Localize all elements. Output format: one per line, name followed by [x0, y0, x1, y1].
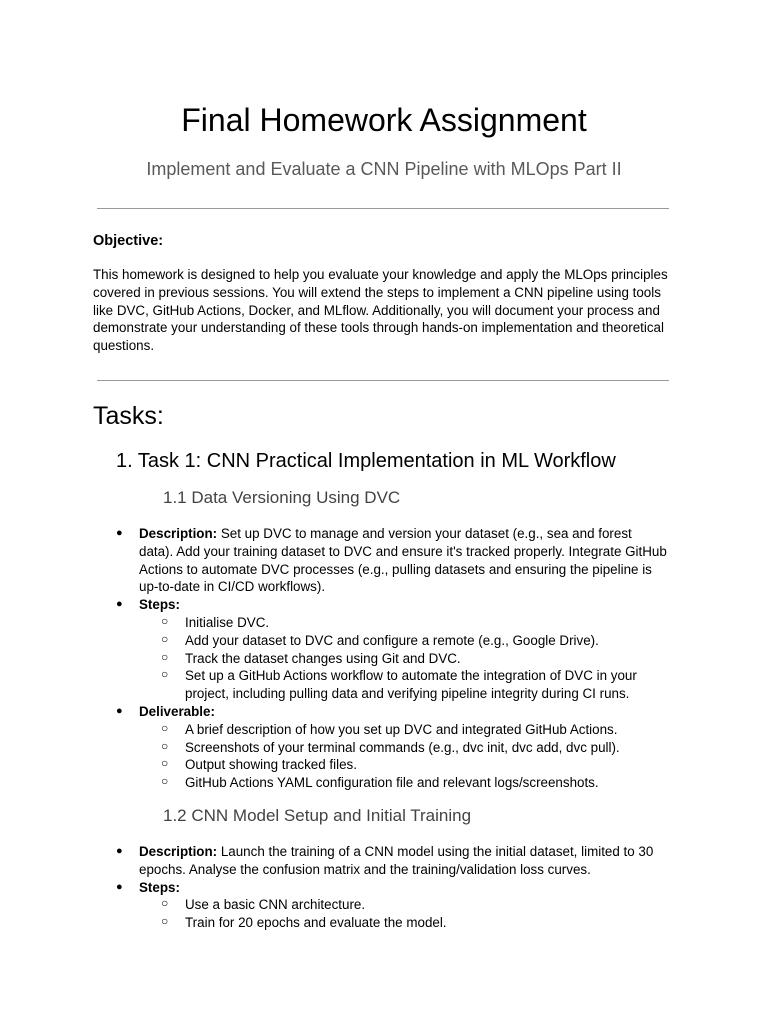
deliverable-item: [0, 774, 675, 792]
step-item: [0, 667, 675, 703]
step-item: [0, 632, 675, 650]
document-subtitle: Implement and Evaluate a CNN Pipeline with MLOps Part II: [146, 159, 622, 179]
tasks-heading: Tasks:: [93, 402, 164, 430]
description-text: Launch the training of a CNN model using the initial dataset, limited to 30 epochs. Analyse the confusion matrix and the training/validation loss curves.: [139, 844, 654, 877]
steps-label: Steps:: [139, 879, 180, 895]
step-text: Track the dataset changes using Git and DVC.: [185, 650, 461, 666]
section-1-1-list: [0, 525, 768, 792]
horizontal-rule-top: [97, 208, 669, 209]
bullet-icon: ●: [116, 704, 123, 717]
deliverable-label: Deliverable:: [139, 703, 215, 719]
sub-bullet-icon: ○: [161, 896, 169, 911]
sub-bullet-icon: ○: [161, 613, 169, 628]
objective-body: This homework is designed to help you evaluate your knowledge and apply the MLOps principles covered in previous sessions. You will extend the steps to implement a CNN pipeline using tools like DVC, GitHub Actions, Docker, and MLflow. Additionally, you will document your process and demonstrate your understanding of these tools through hands-on implementation and theoretical questions.: [93, 267, 668, 354]
step-text: Initialise DVC.: [185, 614, 270, 630]
description-text: Set up DVC to manage and version your dataset (e.g., sea and forest data). Add your training dataset to DVC and ensure it's tracked properly. Integrate GitHub Actions to automate DVC processes (e.g., pulling datasets and ensuring the pipeline is up-to-date in CI/CD workflows).: [139, 526, 667, 595]
step-text: Set up a GitHub Actions workflow to automate the integration of DVC in your project, including pulling data and verifying pipeline integrity during CI runs.: [185, 668, 637, 702]
description-label: Description:: [139, 844, 218, 859]
list-item-deliverable: [0, 703, 669, 721]
bullet-icon: ●: [116, 880, 123, 893]
bullet-icon: ●: [116, 845, 123, 857]
step-item: [0, 896, 675, 914]
section-1-2-list: [0, 843, 768, 932]
deliverable-item: [0, 739, 675, 757]
step-item: [0, 650, 675, 668]
list-item-description: [0, 843, 669, 879]
document-title: Final Homework Assignment: [181, 102, 587, 138]
list-item-description: [0, 525, 669, 596]
deliverable-item: [0, 756, 675, 774]
deliverable-text: A brief description of how you set up DVC and integrated GitHub Actions.: [185, 721, 618, 737]
bullet-icon: ●: [116, 527, 123, 539]
description-label: Description:: [139, 526, 218, 541]
sub-bullet-icon: ○: [161, 720, 169, 735]
step-item: [0, 914, 675, 932]
deliverable-text: Screenshots of your terminal commands (e.g., dvc init, dvc add, dvc pull).: [185, 739, 620, 755]
step-text: Add your dataset to DVC and configure a remote (e.g., Google Drive).: [185, 632, 599, 648]
bullet-icon: ●: [116, 598, 123, 611]
deliverable-text: GitHub Actions YAML configuration file and relevant logs/screenshots.: [185, 775, 599, 791]
step-item: [0, 614, 675, 632]
objective-heading: Objective:: [93, 233, 164, 249]
section-1-2-heading: 1.2 CNN Model Setup and Initial Training: [163, 806, 472, 825]
deliverable-text: Output showing tracked files.: [185, 757, 357, 773]
sub-bullet-icon: ○: [161, 667, 169, 682]
horizontal-rule-middle: [97, 380, 669, 381]
sub-bullet-icon: ○: [161, 914, 169, 929]
section-1-1-heading: 1.1 Data Versioning Using DVC: [163, 488, 401, 507]
sub-bullet-icon: ○: [161, 649, 169, 664]
task1-heading: 1. Task 1: CNN Practical Implementation in ML Workflow: [116, 450, 616, 472]
step-text: Train for 20 epochs and evaluate the model.: [185, 915, 447, 931]
sub-bullet-icon: ○: [161, 631, 169, 646]
sub-bullet-icon: ○: [161, 738, 169, 753]
steps-label: Steps:: [139, 597, 180, 613]
sub-bullet-icon: ○: [161, 774, 169, 789]
deliverable-item: [0, 721, 675, 739]
step-text: Use a basic CNN architecture.: [185, 897, 366, 913]
sub-bullet-icon: ○: [161, 756, 169, 771]
list-item-steps: [0, 596, 669, 614]
list-item-steps: [0, 879, 669, 897]
